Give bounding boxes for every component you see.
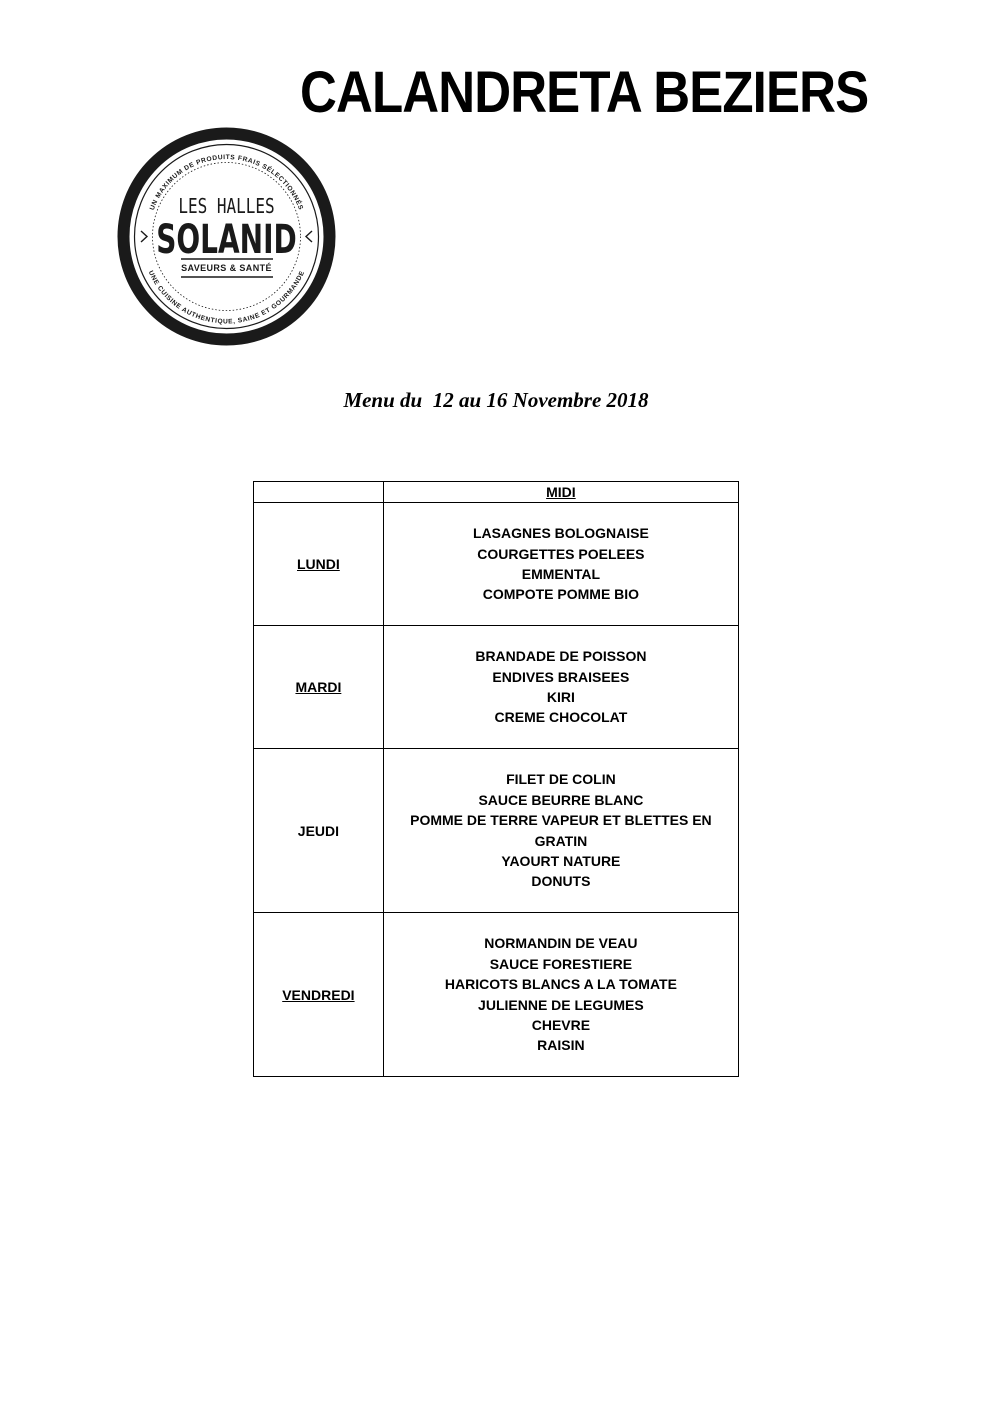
- dish-item: POMME DE TERRE VAPEUR ET BLETTES EN GRATIN: [410, 812, 712, 849]
- dish-item: SAUCE FORESTIERE: [489, 955, 633, 972]
- dish-item: CREME CHOCOLAT: [494, 709, 628, 726]
- dish-item: FILET DE COLIN: [506, 771, 616, 788]
- menu-row: [254, 913, 739, 1077]
- menu-row: [254, 749, 739, 913]
- dish-list: [384, 646, 738, 728]
- dish-item: LASAGNES BOLOGNAISE: [473, 525, 649, 542]
- dish-item: DONUTS: [531, 873, 591, 890]
- dish-item: CHEVRE: [531, 1016, 591, 1033]
- meal-cell: [383, 626, 738, 749]
- dish-item: COURGETTES POELEES: [477, 545, 645, 562]
- dish-item: KIRI: [546, 689, 575, 705]
- meal-cell: [383, 749, 738, 913]
- day-label: VENDREDI: [282, 986, 355, 1003]
- logo-ring-top-text: UN MAXIMUM DE PRODUITS FRAIS SÉLECTIONNÉS: [148, 153, 305, 212]
- menu-subtitle: Menu du 12 au 16 Novembre 2018: [343, 388, 649, 412]
- meal-cell: [383, 503, 738, 626]
- header-midi-label: MIDI: [546, 484, 576, 500]
- dish-list: [384, 933, 738, 1055]
- page-title: CALANDRETA BEZIERS: [300, 60, 869, 125]
- day-label: JEUDI: [297, 822, 340, 839]
- dish-item: NORMANDIN DE VEAU: [484, 935, 638, 952]
- table-header-row: [254, 482, 739, 503]
- dish-item: EMMENTAL: [521, 566, 601, 582]
- day-cell: [254, 626, 384, 749]
- dish-item: BRANDADE DE POISSON: [475, 648, 647, 665]
- day-label: MARDI: [295, 679, 342, 695]
- dish-item: COMPOTE POMME BIO: [482, 586, 640, 603]
- menu-table: [253, 481, 739, 1077]
- dish-item: HARICOTS BLANCS A LA TOMATE: [444, 976, 677, 993]
- dish-item: RAISIN: [537, 1037, 585, 1054]
- dish-item: ENDIVES BRAISEES: [492, 668, 630, 685]
- logo-line1: LES HALLES: [178, 195, 275, 219]
- logo-tagline: SAVEURS & SANTÉ: [181, 263, 272, 273]
- header-empty-cell: [254, 482, 384, 503]
- day-label: LUNDI: [297, 556, 340, 572]
- logo-ring-bottom-text: UNE CUISINE AUTHENTIQUE, SAINE ET GOURMANDE: [146, 269, 307, 326]
- menu-row: [254, 503, 739, 626]
- header-midi-cell: [383, 482, 738, 503]
- dish-item: SAUCE BEURRE BLANC: [478, 791, 644, 808]
- menu-row: [254, 626, 739, 749]
- day-cell: [254, 503, 384, 626]
- day-cell: [254, 913, 384, 1077]
- dish-list: [384, 523, 738, 605]
- dish-list: [384, 769, 738, 891]
- day-cell: [254, 749, 384, 913]
- solanid-logo: [117, 127, 336, 346]
- logo-line2: SOLANID: [156, 217, 297, 264]
- dish-item: JULIENNE DE LEGUMES: [478, 996, 644, 1013]
- meal-cell: [383, 913, 738, 1077]
- dish-item: YAOURT NATURE: [501, 852, 621, 869]
